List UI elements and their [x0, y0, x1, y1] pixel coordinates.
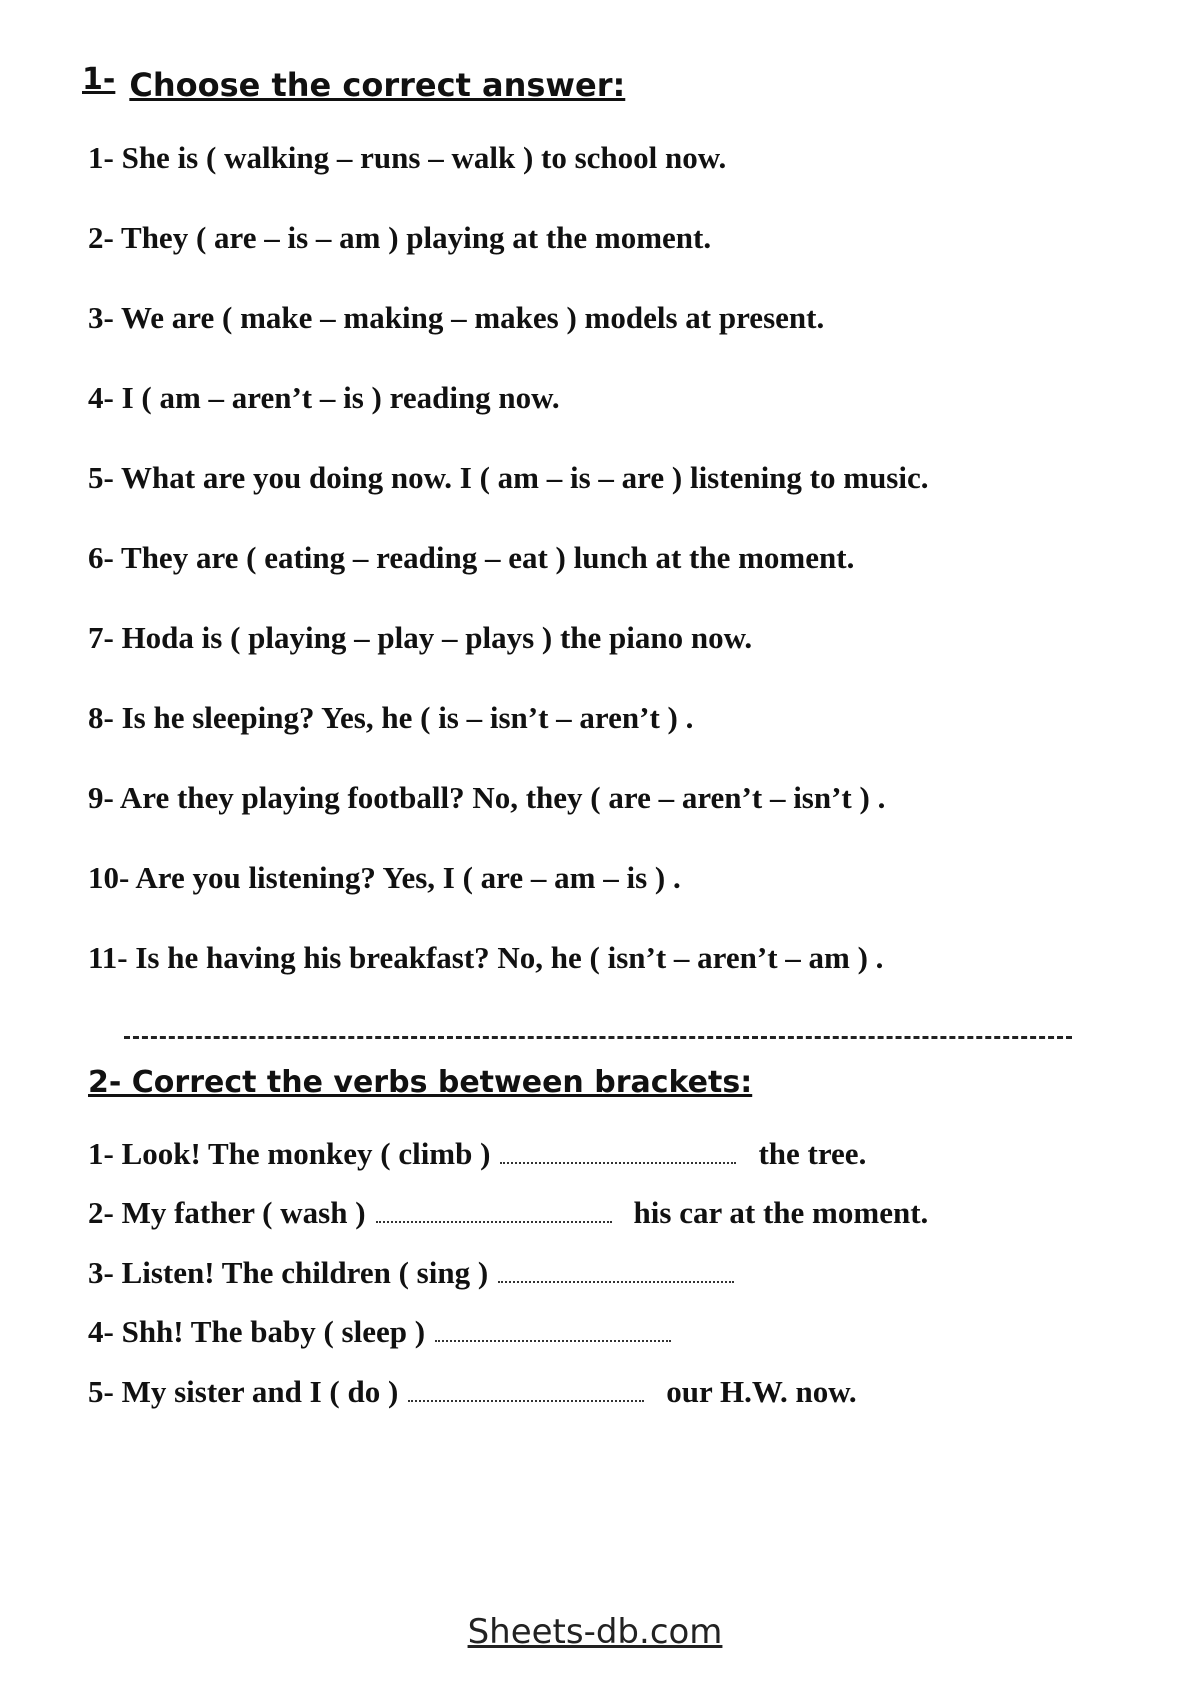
section-divider: [124, 1036, 1072, 1039]
section-1-heading: [82, 62, 626, 104]
verb-item-1-rest: the tree.: [758, 1136, 867, 1171]
question-2: 2- They ( are – is – am ) playing at the moment.: [88, 220, 712, 255]
question-7: 7- Hoda is ( playing – play – plays ) the piano now.: [88, 620, 753, 655]
question-4: 4- I ( am – aren’t – is ) reading now.: [88, 380, 560, 415]
verb-item-3: [88, 1255, 756, 1291]
verb-item-5-prompt: 5- My sister and I ( do ): [88, 1374, 399, 1409]
answer-blank-1[interactable]: [500, 1142, 736, 1164]
verb-item-4: [88, 1314, 693, 1350]
answer-blank-5[interactable]: [408, 1380, 644, 1402]
verb-item-1: [88, 1136, 866, 1172]
section-1-number: 1-: [82, 62, 116, 97]
question-11: 11- Is he having his breakfast? No, he ( isn’t – aren’t – am ) .: [88, 940, 884, 975]
question-9: 9- Are they playing football? No, they ( are – aren’t – isn’t ) .: [88, 780, 886, 815]
section-1-title: Choose the correct answer:: [129, 66, 626, 104]
question-5: 5- What are you doing now. I ( am – is – are ) listening to music.: [88, 460, 929, 495]
question-6: 6- They are ( eating – reading – eat ) lunch at the moment.: [88, 540, 855, 575]
question-1: 1- She is ( walking – runs – walk ) to school now.: [88, 140, 727, 175]
footer-watermark: [0, 1612, 1190, 1652]
verb-item-2: [88, 1195, 928, 1231]
question-8: 8- Is he sleeping? Yes, he ( is – isn’t – aren’t ) .: [88, 700, 694, 735]
verb-item-2-rest: his car at the moment.: [633, 1195, 929, 1230]
answer-blank-3[interactable]: [498, 1261, 734, 1283]
verb-item-1-prompt: 1- Look! The monkey ( climb ): [88, 1136, 491, 1171]
footer-link[interactable]: Sheets-db.com: [467, 1612, 723, 1652]
verb-item-3-prompt: 3- Listen! The children ( sing ): [88, 1255, 489, 1290]
verb-item-5-rest: our H.W. now.: [666, 1374, 857, 1409]
answer-blank-2[interactable]: [376, 1201, 612, 1223]
question-10: 10- Are you listening? Yes, I ( are – am – is ) .: [88, 860, 681, 895]
verb-item-5: [88, 1374, 857, 1410]
section-2-title: 2- Correct the verbs between brackets:: [88, 1065, 753, 1100]
verb-item-2-prompt: 2- My father ( wash ): [88, 1195, 366, 1230]
answer-blank-4[interactable]: [435, 1320, 671, 1342]
question-3: 3- We are ( make – making – makes ) models at present.: [88, 300, 825, 335]
verb-item-4-prompt: 4- Shh! The baby ( sleep ): [88, 1314, 426, 1349]
